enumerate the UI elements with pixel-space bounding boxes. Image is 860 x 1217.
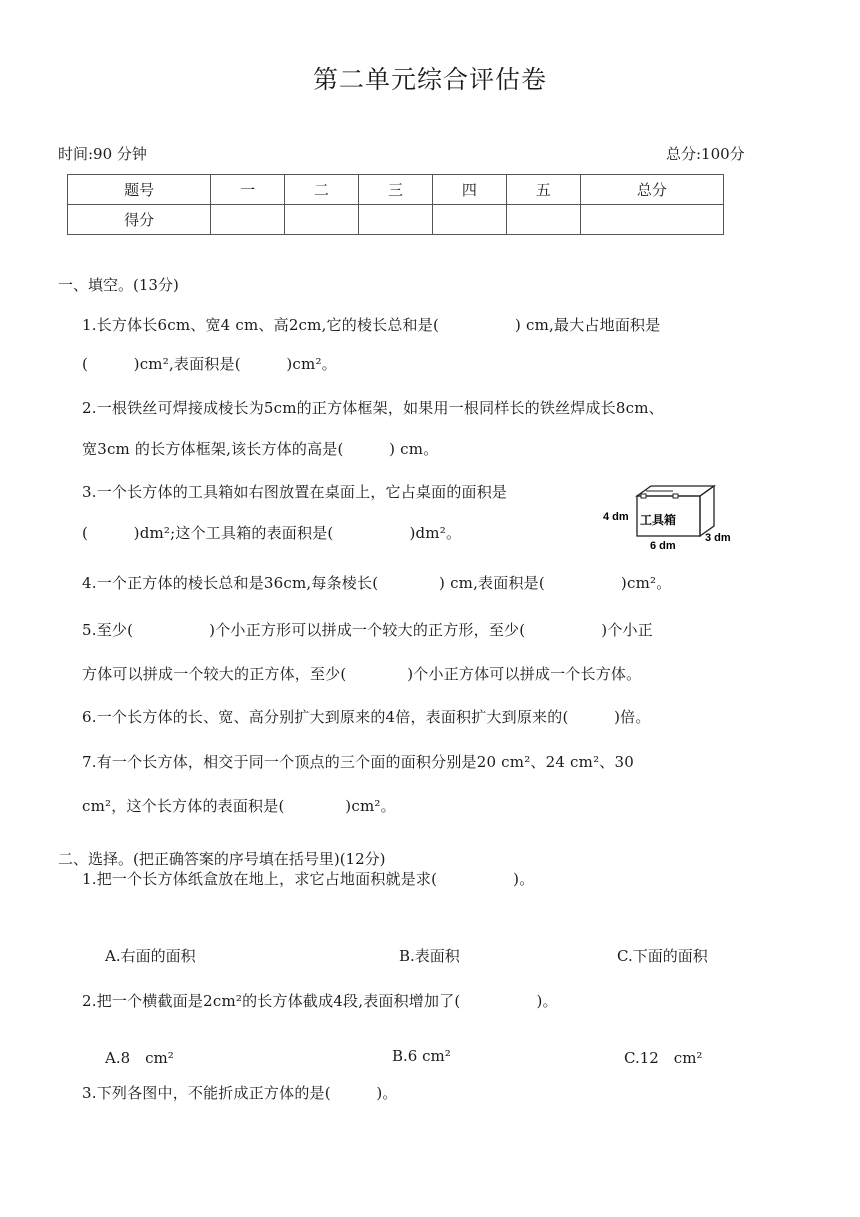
s1-q5-line1: 5.至少( )个小正方形可以拼成一个较大的正方形，至少( )个小正 bbox=[82, 621, 653, 639]
s1-q3-line1: 3.一个长方体的工具箱如右图放置在桌面上，它占桌面的面积是 bbox=[82, 483, 508, 501]
s2-q1-option-a[interactable]: A.右面的面积 bbox=[105, 947, 196, 965]
score-table-header-cell: 二 bbox=[285, 175, 359, 205]
toolbox-figure bbox=[600, 480, 740, 552]
s2-q1-option-c[interactable]: C.下面的面积 bbox=[617, 947, 708, 965]
score-table bbox=[67, 174, 724, 235]
s1-q6-line1: 6.一个长方体的长、宽、高分别扩大到原来的4倍，表面积扩大到原来的( )倍。 bbox=[82, 708, 651, 726]
section-1-heading: 一、填空。(13分) bbox=[58, 276, 179, 294]
s1-q2-line2: 宽3cm 的长方体框架,该长方体的高是( ) cm。 bbox=[82, 440, 439, 458]
score-table-score-row bbox=[68, 205, 724, 235]
exam-total-score: 总分:100分 bbox=[666, 145, 745, 163]
s1-q1-line1: 1.长方体长6cm、宽4 cm、高2cm,它的棱长总和是( ) cm,最大占地面积是 bbox=[82, 316, 661, 334]
score-cell[interactable] bbox=[432, 205, 506, 235]
score-table-row-label: 得分 bbox=[68, 205, 211, 235]
score-cell[interactable] bbox=[211, 205, 285, 235]
s1-q3-line2: ( )dm²;这个工具箱的表面积是( )dm²。 bbox=[82, 524, 462, 542]
score-cell[interactable] bbox=[580, 205, 723, 235]
score-cell[interactable] bbox=[506, 205, 580, 235]
s1-q5-line2: 方体可以拼成一个较大的正方体，至少( )个小正方体可以拼成一个长方体。 bbox=[82, 665, 642, 683]
exam-time: 时间:90 分钟 bbox=[58, 145, 147, 163]
score-cell[interactable] bbox=[285, 205, 359, 235]
toolbox-width-label: 3 dm bbox=[705, 532, 731, 544]
s2-q2-option-b[interactable]: B.6 cm² bbox=[392, 1047, 451, 1065]
score-table-header-cell: 五 bbox=[506, 175, 580, 205]
s2-q3-line1: 3.下列各图中，不能折成正方体的是( )。 bbox=[82, 1084, 398, 1102]
s2-q1-line1: 1.把一个长方体纸盒放在地上，求它占地面积就是求( )。 bbox=[82, 870, 535, 888]
score-cell[interactable] bbox=[359, 205, 433, 235]
s2-q1-option-b[interactable]: B.表面积 bbox=[399, 947, 460, 965]
s1-q2-line1: 2.一根铁丝可焊接成棱长为5cm的正方体框架，如果用一根同样长的铁丝焊成长8cm、 bbox=[82, 399, 664, 417]
toolbox-length-label: 6 dm bbox=[650, 540, 676, 552]
score-table-header-cell: 一 bbox=[211, 175, 285, 205]
s1-q7-line2: cm²，这个长方体的表面积是( )cm²。 bbox=[82, 797, 396, 815]
s1-q4-line1: 4.一个正方体的棱长总和是36cm,每条棱长( ) cm,表面积是( )cm²。 bbox=[82, 574, 672, 592]
score-table-header-cell: 题号 bbox=[68, 175, 211, 205]
score-table-header-cell: 四 bbox=[432, 175, 506, 205]
score-table-header-row bbox=[68, 175, 724, 205]
s1-q7-line1: 7.有一个长方体，相交于同一个顶点的三个面的面积分别是20 cm²、24 cm²、30 bbox=[82, 753, 634, 771]
score-table-header-cell: 三 bbox=[359, 175, 433, 205]
s2-q2-option-c[interactable]: C.12 cm² bbox=[624, 1049, 703, 1067]
s1-q1-line2: ( )cm²,表面积是( )cm²。 bbox=[82, 355, 337, 373]
score-table-header-cell: 总分 bbox=[580, 175, 723, 205]
toolbox-label: 工具箱 bbox=[640, 513, 677, 527]
s2-q2-line1: 2.把一个横截面是2cm²的长方体截成4段,表面积增加了( )。 bbox=[82, 992, 558, 1010]
section-2-heading: 二、选择。(把正确答案的序号填在括号里)(12分) bbox=[58, 850, 386, 868]
page-title: 第二单元综合评估卷 bbox=[312, 65, 547, 94]
s2-q2-option-a[interactable]: A.8 cm² bbox=[105, 1049, 174, 1067]
toolbox-height-label: 4 dm bbox=[603, 511, 629, 523]
